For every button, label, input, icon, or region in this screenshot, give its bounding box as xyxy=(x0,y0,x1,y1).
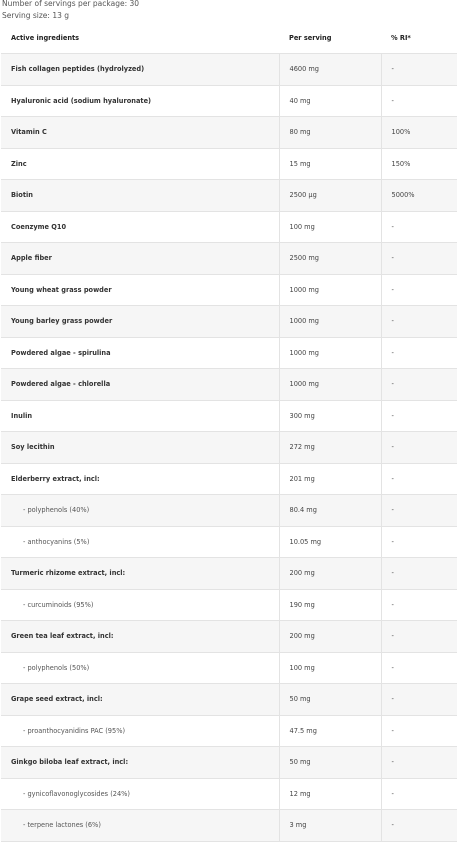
table-body xyxy=(1,54,457,842)
ri-value: - xyxy=(381,652,457,684)
ingredient-name: - anthocyanins (5%) xyxy=(1,526,279,558)
ri-value: - xyxy=(381,274,457,306)
ri-value: - xyxy=(381,526,457,558)
ingredient-name: - curcuminoids (95%) xyxy=(1,589,279,621)
table-row xyxy=(1,369,457,401)
ri-value: - xyxy=(381,747,457,779)
per-serving-value: 40 mg xyxy=(279,85,381,117)
ri-value: - xyxy=(381,432,457,464)
table-row xyxy=(1,432,457,464)
ri-value: - xyxy=(381,369,457,401)
ri-value: - xyxy=(381,337,457,369)
per-serving-value: 50 mg xyxy=(279,684,381,716)
ingredient-name: Biotin xyxy=(1,180,279,212)
per-serving-value: 2500 mg xyxy=(279,243,381,275)
ri-value: - xyxy=(381,85,457,117)
ingredient-name: - terpene lactones (6%) xyxy=(1,810,279,842)
per-serving-value: 1000 mg xyxy=(279,274,381,306)
ingredient-name: Soy lecithin xyxy=(1,432,279,464)
ingredient-name: Hyaluronic acid (sodium hyaluronate) xyxy=(1,85,279,117)
ri-value: - xyxy=(381,306,457,338)
ri-value: 150% xyxy=(381,148,457,180)
per-serving-value: 4600 mg xyxy=(279,54,381,86)
table-row xyxy=(1,148,457,180)
ingredient-name: Powdered algae - spirulina xyxy=(1,337,279,369)
per-serving-value: 1000 mg xyxy=(279,369,381,401)
table-row xyxy=(1,400,457,432)
ri-value: - xyxy=(381,621,457,653)
ingredient-name: Powdered algae - chlorella xyxy=(1,369,279,401)
ri-value: - xyxy=(381,400,457,432)
serving-size: Serving size: 13 g xyxy=(2,11,70,20)
table-subrow xyxy=(1,589,457,621)
ingredient-name: - gynicoflavonoglycosides (24%) xyxy=(1,778,279,810)
per-serving-value: 15 mg xyxy=(279,148,381,180)
table-row xyxy=(1,558,457,590)
per-serving-value: 80.4 mg xyxy=(279,495,381,527)
ingredient-name: Green tea leaf extract, incl: xyxy=(1,621,279,653)
header-active-ingredients: Active ingredients xyxy=(11,34,80,42)
per-serving-value: 2500 µg xyxy=(279,180,381,212)
per-serving-value: 1000 mg xyxy=(279,306,381,338)
table-row xyxy=(1,684,457,716)
table-subrow xyxy=(1,526,457,558)
table-row xyxy=(1,211,457,243)
ri-value: 100% xyxy=(381,117,457,149)
per-serving-value: 12 mg xyxy=(279,778,381,810)
ri-value: - xyxy=(381,715,457,747)
ingredient-name: Inulin xyxy=(1,400,279,432)
table-row xyxy=(1,621,457,653)
per-serving-value: 100 mg xyxy=(279,211,381,243)
servings-per-package: Number of servings per package: 30 xyxy=(2,0,140,8)
table-row xyxy=(1,337,457,369)
header-ri: % RI* xyxy=(391,34,411,42)
table-row xyxy=(1,463,457,495)
table-row xyxy=(1,180,457,212)
header-row xyxy=(1,23,457,54)
ri-value: - xyxy=(381,495,457,527)
per-serving-value: 100 mg xyxy=(279,652,381,684)
ingredient-name: - polyphenols (50%) xyxy=(1,652,279,684)
ingredient-name: Young barley grass powder xyxy=(1,306,279,338)
table-subrow xyxy=(1,810,457,842)
ingredient-name: Fish collagen peptides (hydrolyzed) xyxy=(1,54,279,86)
per-serving-value: 3 mg xyxy=(279,810,381,842)
ri-value: - xyxy=(381,810,457,842)
ri-value: - xyxy=(381,684,457,716)
per-serving-value: 300 mg xyxy=(279,400,381,432)
table-row xyxy=(1,117,457,149)
per-serving-value: 200 mg xyxy=(279,558,381,590)
ingredient-name: Ginkgo biloba leaf extract, incl: xyxy=(1,747,279,779)
header-per-serving: Per serving xyxy=(289,34,332,42)
table-subrow xyxy=(1,778,457,810)
ri-value: - xyxy=(381,54,457,86)
ingredient-name: Zinc xyxy=(1,148,279,180)
table-row xyxy=(1,306,457,338)
ingredient-name: - proanthocyanidins PAC (95%) xyxy=(1,715,279,747)
per-serving-value: 10.05 mg xyxy=(279,526,381,558)
ri-value: - xyxy=(381,243,457,275)
table-subrow xyxy=(1,495,457,527)
per-serving-value: 200 mg xyxy=(279,621,381,653)
ri-value: - xyxy=(381,463,457,495)
ingredient-name: Apple fiber xyxy=(1,243,279,275)
table-row xyxy=(1,54,457,86)
ingredient-name: Vitamin C xyxy=(1,117,279,149)
table-header xyxy=(1,23,457,54)
per-serving-value: 50 mg xyxy=(279,747,381,779)
per-serving-value: 80 mg xyxy=(279,117,381,149)
ingredient-name: - polyphenols (40%) xyxy=(1,495,279,527)
per-serving-value: 201 mg xyxy=(279,463,381,495)
table-row xyxy=(1,747,457,779)
ri-value: 5000% xyxy=(381,180,457,212)
ingredient-name: Coenzyme Q10 xyxy=(1,211,279,243)
ingredients-table xyxy=(1,23,457,842)
ri-value: - xyxy=(381,558,457,590)
table-row xyxy=(1,243,457,275)
ingredient-name: Young wheat grass powder xyxy=(1,274,279,306)
ingredient-name: Turmeric rhizome extract, incl: xyxy=(1,558,279,590)
per-serving-value: 47.5 mg xyxy=(279,715,381,747)
table-subrow xyxy=(1,715,457,747)
ingredient-name: Elderberry extract, incl: xyxy=(1,463,279,495)
table-row xyxy=(1,274,457,306)
table-subrow xyxy=(1,652,457,684)
ri-value: - xyxy=(381,211,457,243)
ingredient-name: Grape seed extract, incl: xyxy=(1,684,279,716)
ri-value: - xyxy=(381,778,457,810)
per-serving-value: 272 mg xyxy=(279,432,381,464)
ri-value: - xyxy=(381,589,457,621)
table-row xyxy=(1,85,457,117)
per-serving-value: 190 mg xyxy=(279,589,381,621)
per-serving-value: 1000 mg xyxy=(279,337,381,369)
